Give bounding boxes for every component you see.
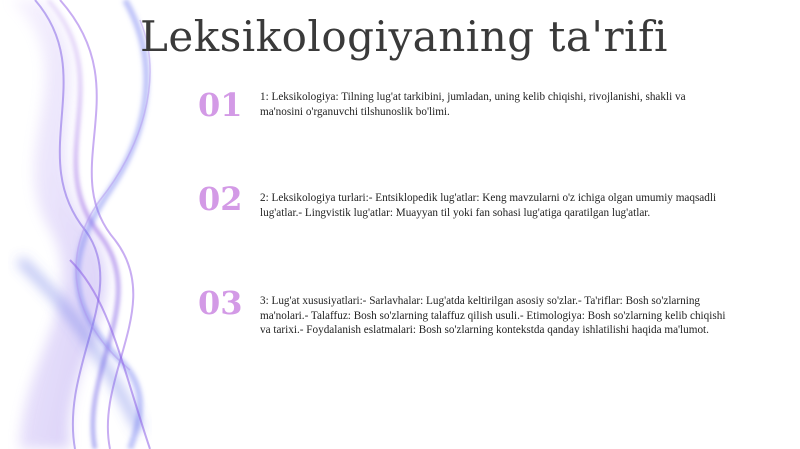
item-number: 03	[198, 284, 243, 322]
decorative-ribbon	[0, 0, 230, 449]
item-text: 1: Leksikologiya: Tilning lug'at tarkibini, jumladan, uning kelib chiqishi, rivojlanishi, shakli va ma'nosini o'rganuvchi tilshunoslik bo'limi.	[260, 91, 686, 118]
slide-title: Leksikologiyaning ta'rifi	[140, 12, 668, 61]
item-text: 3: Lug'at xususiyatlari:- Sarlavhalar: Lug'atda keltirilgan asosiy so'zlar.- Ta'riflar: Bosh so'zlarning ma'nolari.- Talaffuz: Bosh so'zlarning talaffuz qilish usuli.- Etimologiya: Bosh so'zlarning kelib chiqishi va tarixi.- Foydalanish eslatmalari: Bosh so'zlarning kontekstda qanday ishlatilishi haqida ma'lumot.	[260, 295, 726, 337]
item-number: 01	[198, 86, 243, 124]
item-number: 02	[198, 180, 243, 218]
item-text: 2: Leksikologiya turlari:- Entsiklopedik lug'atlar: Keng mavzularni o'z ichiga olgan umumiy maqsadli lug'atlar.- Lingvistik lug'atlar: Muayyan til yoki fan sohasi lug'atiga qaratilgan lug'atlar.	[260, 192, 717, 219]
